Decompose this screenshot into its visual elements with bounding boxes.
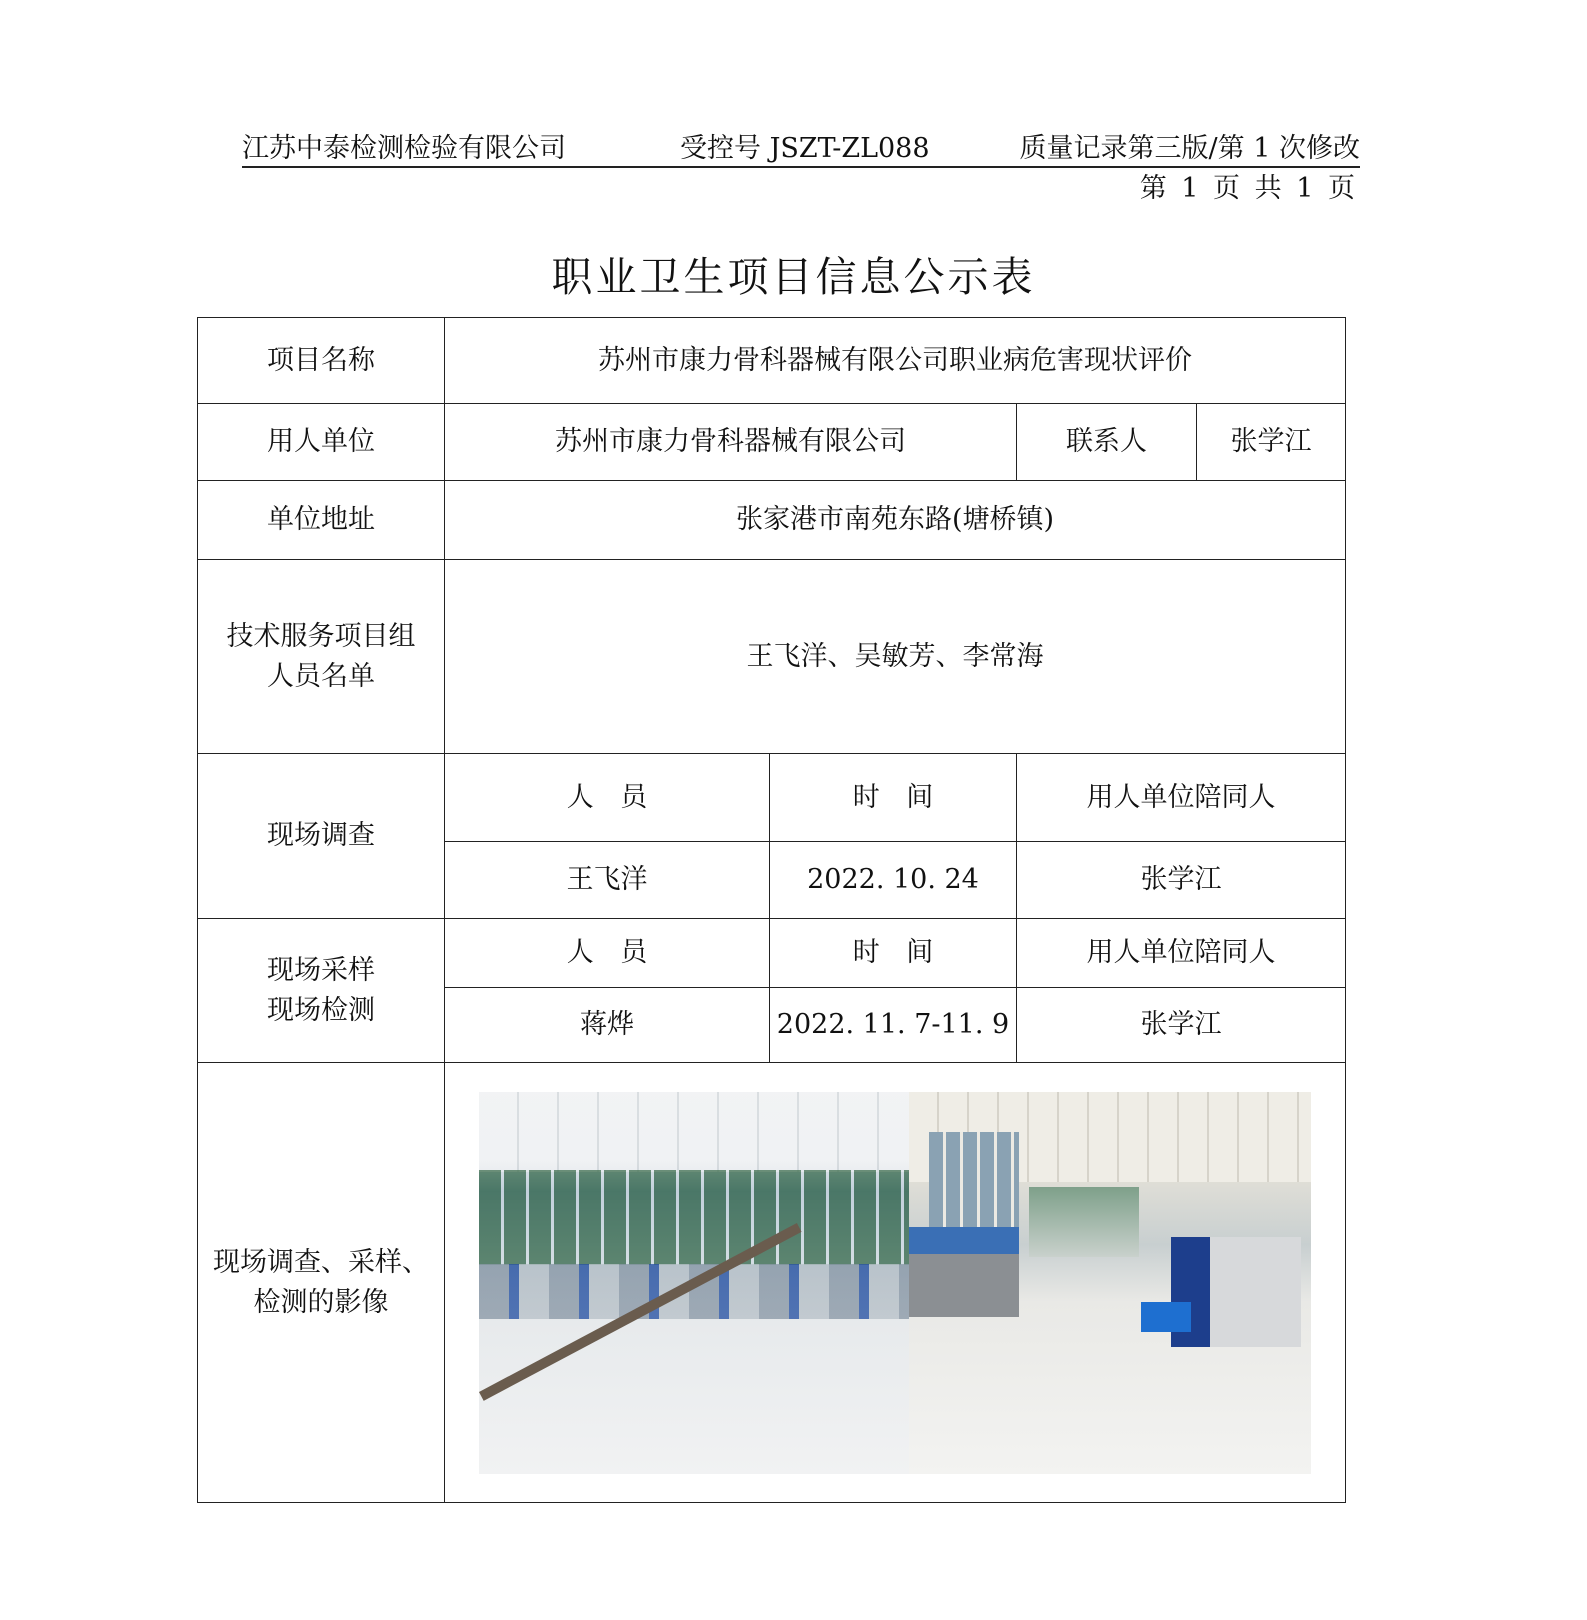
control-number: 受控号 JSZT-ZL088 (680, 133, 930, 164)
team-label (198, 560, 445, 754)
employer-value: 苏州市康力骨科器械有限公司 (445, 404, 1017, 481)
site-photos (479, 1092, 1311, 1474)
sampling-label-line1: 现场采样 (267, 955, 375, 987)
row-team (198, 560, 1346, 754)
row-address (198, 481, 1346, 560)
survey-col-accompany: 用人单位陪同人 (1017, 754, 1346, 842)
workshop-photo-right (909, 1092, 1311, 1474)
survey-col-person: 人 员 (445, 754, 770, 842)
survey-time: 2022. 10. 24 (770, 842, 1017, 919)
survey-col-time: 时 间 (770, 754, 1017, 842)
company-name: 江苏中泰检测检验有限公司 (242, 133, 566, 164)
employer-label: 用人单位 (198, 404, 445, 481)
row-survey-header (198, 754, 1346, 842)
record-version: 质量记录第三版/第 1 次修改 (1019, 133, 1360, 164)
sampling-time: 2022. 11. 7-11. 9 (770, 988, 1017, 1063)
document-header (242, 122, 1360, 168)
sampling-col-accompany: 用人单位陪同人 (1017, 919, 1346, 988)
row-sampling-header (198, 919, 1346, 988)
sampling-accompany: 张学江 (1017, 988, 1346, 1063)
survey-person: 王飞洋 (445, 842, 770, 919)
sampling-person: 蒋烨 (445, 988, 770, 1063)
row-images (198, 1063, 1346, 1503)
page-number: 第 1 页 共 1 页 (1139, 173, 1355, 204)
images-cell (445, 1063, 1346, 1503)
contact-label: 联系人 (1017, 404, 1197, 481)
sampling-col-time: 时 间 (770, 919, 1017, 988)
images-label (198, 1063, 445, 1503)
info-table (197, 317, 1346, 1503)
row-employer (198, 404, 1346, 481)
team-label-line1: 技术服务项目组 (226, 621, 416, 653)
workshop-photo-left (479, 1092, 909, 1474)
team-label-line2: 人员名单 (267, 660, 375, 692)
survey-accompany: 张学江 (1017, 842, 1346, 919)
document-title: 职业卫生项目信息公示表 (551, 253, 1036, 301)
team-value: 王飞洋、吴敏芳、李常海 (445, 560, 1346, 754)
sampling-label (198, 919, 445, 1063)
sampling-label-line2: 现场检测 (267, 994, 375, 1026)
sampling-col-person: 人 员 (445, 919, 770, 988)
project-name-label: 项目名称 (198, 318, 445, 404)
row-project-name (198, 318, 1346, 404)
address-label: 单位地址 (198, 481, 445, 560)
project-name-value: 苏州市康力骨科器械有限公司职业病危害现状评价 (445, 318, 1346, 404)
images-label-line2: 检测的影像 (253, 1286, 389, 1318)
images-label-line1: 现场调查、采样、 (213, 1247, 429, 1279)
survey-label: 现场调查 (198, 754, 445, 919)
contact-value: 张学江 (1197, 404, 1346, 481)
address-value: 张家港市南苑东路(塘桥镇) (445, 481, 1346, 560)
